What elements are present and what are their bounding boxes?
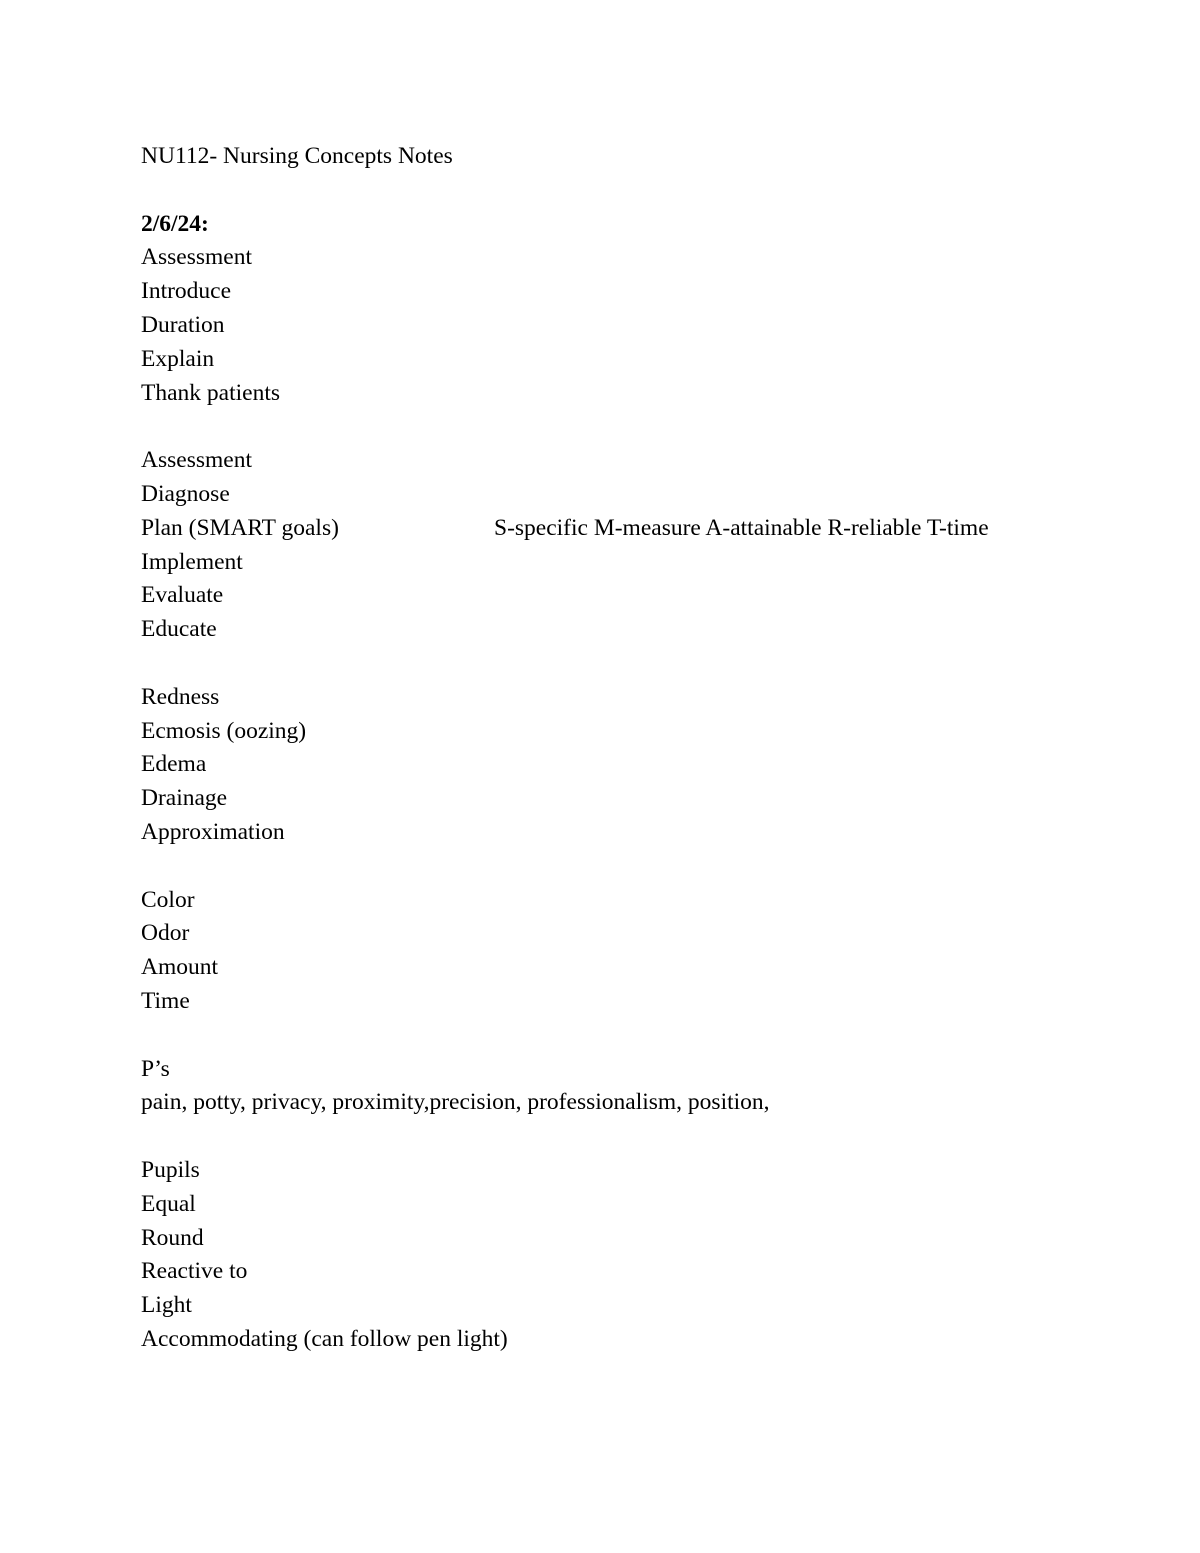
note-line: Pupils	[141, 1156, 200, 1183]
note-line-with-annotation	[141, 512, 1121, 546]
note-line: Explain	[141, 345, 215, 372]
note-line: Light	[141, 1292, 192, 1319]
blank-line	[141, 647, 1121, 681]
note-line: Approximation	[141, 818, 285, 845]
document-body	[141, 140, 1121, 1357]
date-heading: 2/6/24:	[141, 210, 209, 237]
note-line: Time	[141, 987, 190, 1014]
note-line: Duration	[141, 311, 225, 338]
note-line: Accommodating (can follow pen light)	[141, 1325, 508, 1352]
blank-line	[141, 174, 1121, 208]
blank-line	[141, 410, 1121, 444]
blank-line	[141, 1120, 1121, 1154]
note-line: Equal	[141, 1190, 196, 1217]
blank-line	[141, 1019, 1121, 1053]
note-line: Implement	[141, 548, 243, 575]
note-line: Color	[141, 886, 195, 913]
note-line: Educate	[141, 616, 217, 643]
note-line: Drainage	[141, 785, 228, 812]
note-text: Plan (SMART goals)	[141, 514, 339, 541]
note-line: Reactive to	[141, 1258, 248, 1285]
smart-goals-note: S-specific M-measure A-attainable R-reliable T-time	[494, 514, 989, 541]
note-line: Introduce	[141, 278, 232, 305]
note-line: Edema	[141, 751, 207, 778]
note-line: Ecmosis (oozing)	[141, 717, 307, 744]
note-line: Thank patients	[141, 379, 281, 406]
note-line: Assessment	[141, 244, 252, 271]
note-line: Assessment	[141, 447, 252, 474]
document-title: NU112- Nursing Concepts Notes	[141, 143, 453, 169]
note-line: Redness	[141, 683, 220, 710]
note-line: Diagnose	[141, 480, 230, 507]
note-line: Evaluate	[141, 582, 224, 609]
ps-list: pain, potty, privacy, proximity,precision, professionalism, position,	[141, 1089, 770, 1116]
note-line: Amount	[141, 954, 219, 981]
note-line: Odor	[141, 920, 190, 947]
ps-heading: P’s	[141, 1055, 170, 1082]
note-line: Round	[141, 1224, 204, 1251]
blank-line	[141, 850, 1121, 884]
